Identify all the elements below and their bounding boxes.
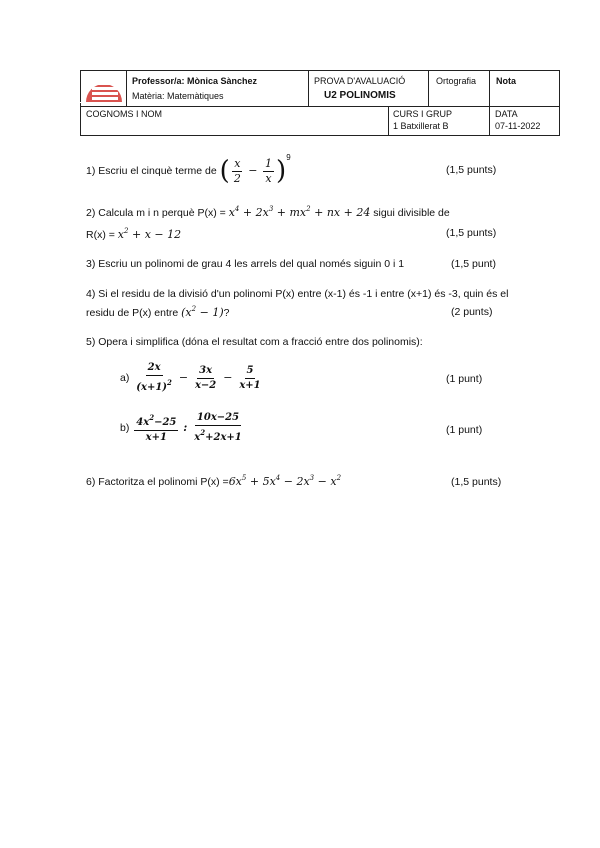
question-4-line2: residu de P(x) entre $(x^2 - 1)$? [86, 305, 230, 319]
question-6-text: 6) Factoritza el polinomi P(x) = [86, 476, 229, 488]
question-2-line2: $R(x) = x^2 + x - 12$ [86, 227, 182, 241]
question-5-text: 5) Opera i simplifica (dóna el resultat com a fracció entre dos polinomis): [86, 336, 423, 348]
question-3-text: 3) Escriu un polinomi de grau 4 les arrels del qual només siguin 0 i 1 [86, 258, 405, 270]
question-1-points: (1,5 punts) [446, 164, 497, 176]
question-1-text: 1) Escriu el cinquè terme de [86, 165, 217, 177]
question-5a: a) $\frac{2x}{(x+1)^2}$ − $\frac{3x}{x-2}$ − $\frac{5}{x+1}$ [120, 362, 261, 393]
question-6: 6) Factoritza el polinomi $P(x) =6x^5 + 5x^4 - 2x^3 - x^2$ [86, 474, 342, 488]
question-6-points: (1,5 punts) [451, 476, 502, 488]
course-label: CURS I GRUP [393, 109, 453, 119]
question-5b-points: (1 punt) [446, 424, 483, 436]
name-label: COGNOMS I NOM [86, 109, 162, 119]
question-2: 2) Calcula m i n perquè $P(x) = x^4 + 2x^3 + mx^2$ + nx + 24 sigui divisible de [86, 205, 450, 219]
question-2-divisor-label: R(x) = [86, 229, 115, 241]
question-4-points: (2 punts) [451, 306, 493, 318]
question-4-text: 4) Si el residu de la divisió d'un polinomi P(x) entre (x-1) és -1 i entre (x+1) és -3, quin és el [86, 288, 509, 300]
grade-label: Nota [496, 76, 516, 86]
question-1: 1) Escriu el cinquè terme de ( $\frac{x}{2}$ − $\frac{1}{x}$ )$^9$ [86, 153, 291, 187]
question-5a-points: (1 punt) [446, 373, 483, 385]
unit-title: U2 POLINOMIS [324, 90, 396, 101]
spelling-label: Ortografia [436, 76, 477, 86]
question-2-text2: sigui divisible de [373, 207, 450, 219]
professor-label: Professor/a: Mònica Sànchez [132, 76, 258, 86]
question-2-text: 2) Calcula m i n perquè P(x) = [86, 207, 226, 219]
question-5b-label: b) [120, 421, 130, 434]
subject-label: Matèria: Matemàtiques [132, 91, 224, 101]
date-label: DATA [495, 109, 518, 119]
course-value: 1 Batxillerat B [393, 121, 449, 131]
question-2-points: (1,5 punts) [446, 227, 497, 239]
question-3-points: (1,5 punt) [451, 258, 496, 270]
date-value: 07-11-2022 [495, 121, 541, 131]
question-4-line2-text: residu de P(x) entre [86, 307, 179, 319]
question-5b: b) $\frac{4x^2-25}{x+1}$ : $\frac{10x-25}{x^2+2x+1}$ [120, 412, 242, 443]
question-5a-label: a) [120, 371, 130, 384]
question-1-exponent: 9 [286, 153, 291, 162]
exam-type-label: PROVA D'AVALUACIÓ [314, 76, 406, 86]
